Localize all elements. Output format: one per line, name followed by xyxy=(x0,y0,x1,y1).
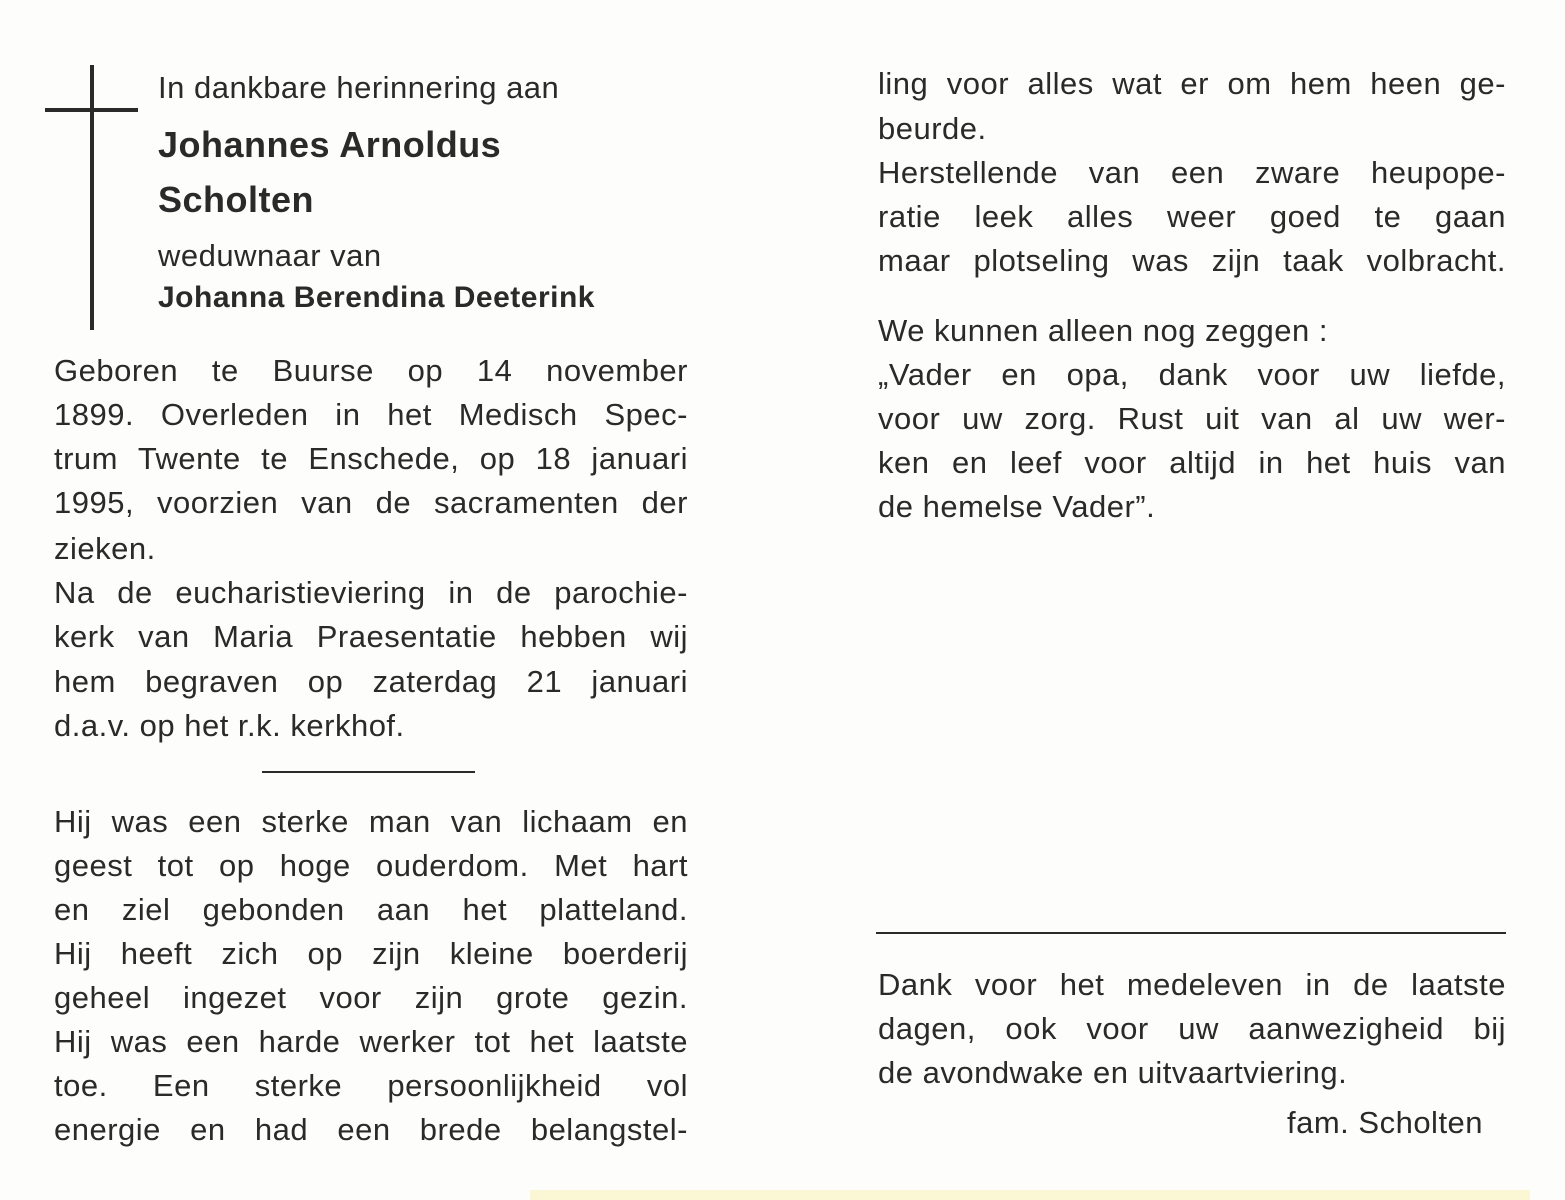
family-signature: fam. Scholten xyxy=(1287,1105,1484,1140)
deceased-name-first: Johannes Arnoldus xyxy=(158,124,502,165)
widower-label: weduwnaar van xyxy=(158,238,382,273)
tribute-line: Hij heeft zich op zijn kleine boerderij xyxy=(54,936,688,971)
tribute-line: toe. Een sterke persoonlijkheid vol xyxy=(54,1068,688,1103)
thanks-line: Dank voor het medeleven in de laatste xyxy=(878,967,1506,1002)
bio-line: hem begraven op zaterdag 21 januari xyxy=(54,664,688,699)
continuation-line: maar plotseling was zijn taak volbracht. xyxy=(878,243,1506,278)
bio-line: d.a.v. op het r.k. kerkhof. xyxy=(54,708,405,743)
thanks-line: dagen, ook voor uw aanwezigheid bij xyxy=(878,1011,1506,1046)
bio-line: 1995, voorzien van de sacramenten der xyxy=(54,485,688,520)
tribute-line: energie en had een brede belangstel- xyxy=(54,1112,688,1147)
paper-edge xyxy=(530,1190,1530,1200)
intro-text: In dankbare herinnering aan xyxy=(158,70,560,105)
bio-line: zieken. xyxy=(54,531,156,566)
spouse-name: Johanna Berendina Deeterink xyxy=(158,281,595,314)
tribute-line: Hij was een harde werker tot het laatste xyxy=(54,1024,688,1059)
closing-line: ken en leef voor altijd in het huis van xyxy=(878,445,1506,480)
closing-line: „Vader en opa, dank voor uw liefde, xyxy=(878,357,1506,392)
tribute-line: geest tot op hoge ouderdom. Met hart xyxy=(54,848,688,883)
continuation-line: ling voor alles wat er om hem heen ge- xyxy=(878,66,1506,101)
closing-line: voor uw zorg. Rust uit van al uw wer- xyxy=(878,401,1506,436)
thanks-divider xyxy=(876,932,1506,934)
bio-line: Geboren te Buurse op 14 november xyxy=(54,353,688,388)
tribute-line: Hij was een sterke man van lichaam en xyxy=(54,804,688,839)
thanks-line: de avondwake en uitvaartviering. xyxy=(878,1055,1348,1090)
continuation-line: ratie leek alles weer goed te gaan xyxy=(878,199,1506,234)
deceased-name-last: Scholten xyxy=(158,179,315,220)
cross-icon xyxy=(90,65,94,330)
closing-line: We kunnen alleen nog zeggen : xyxy=(878,313,1328,348)
bio-line: Na de eucharistieviering in de parochie- xyxy=(54,575,688,610)
bio-line: trum Twente te Enschede, op 18 januari xyxy=(54,441,688,476)
bio-line: 1899. Overleden in het Medisch Spec- xyxy=(54,397,688,432)
cross-icon-bar xyxy=(45,108,138,112)
continuation-line: Herstellende van een zware heupope- xyxy=(878,155,1506,190)
tribute-line: en ziel gebonden aan het platteland. xyxy=(54,892,688,927)
section-divider xyxy=(262,771,475,773)
continuation-line: beurde. xyxy=(878,111,987,146)
closing-line: de hemelse Vader”. xyxy=(878,489,1156,524)
tribute-line: geheel ingezet voor zijn grote gezin. xyxy=(54,980,688,1015)
bio-line: kerk van Maria Praesentatie hebben wij xyxy=(54,619,688,654)
